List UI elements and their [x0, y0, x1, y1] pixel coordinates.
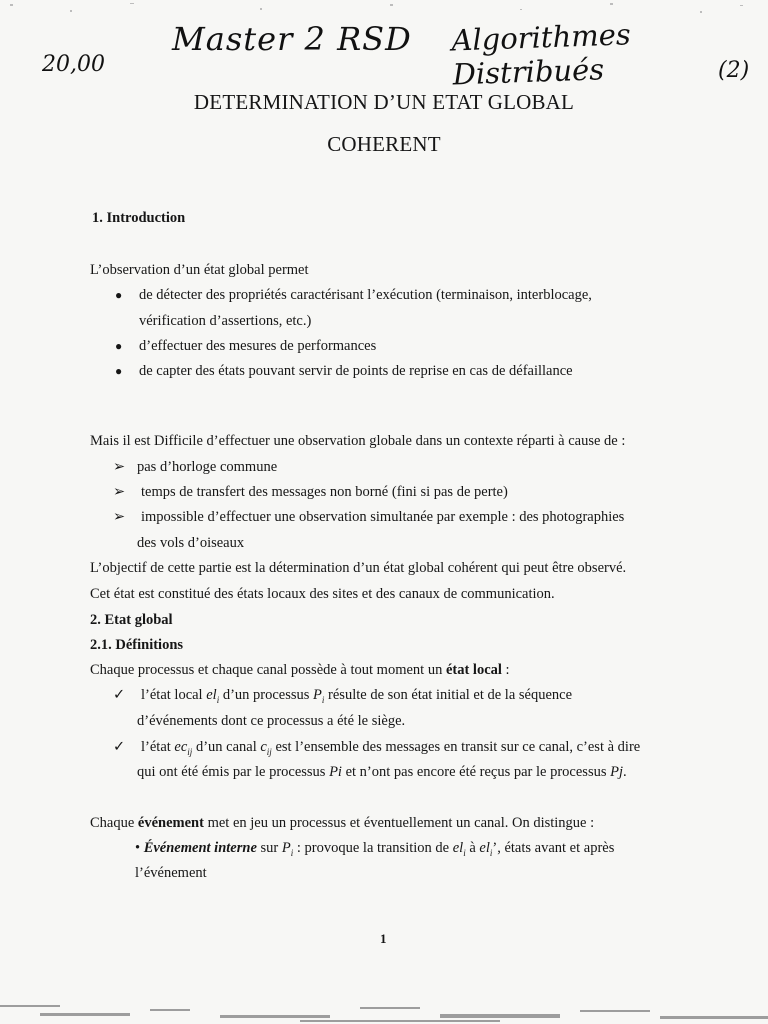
section-heading-global-state: 2. Etat global: [90, 612, 173, 628]
difficulty-paragraph: Mais il est Difficile d’effectuer une observation globale dans un contexte réparti à cause de :: [90, 433, 626, 449]
composition-paragraph: Cet état est constitué des états locaux des sites et des canaux de communication.: [90, 586, 555, 602]
scan-noise-top: [0, 0, 768, 30]
internal-event-continuation: l’événement: [135, 865, 207, 881]
arrow-list-item: impossible d’effectuer une observation simultanée par exemple : des photographies: [141, 509, 625, 525]
check-item-local-state: l’état local $el_i$ d’un processus $P_i$ résulte de son état initial et de la séquence: [141, 687, 573, 705]
handwritten-subject: Algorithmes Distribués: [450, 17, 632, 92]
objective-paragraph: L’objectif de cette partie est la détermination d’un état global cohérent qui peut être observé.: [90, 560, 627, 576]
arrow-bullet-icon: ➢: [113, 509, 126, 525]
definitions-intro: Chaque processus et chaque canal possède à tout moment un état local :: [90, 662, 510, 678]
check-item-continuation: d’événements dont ce processus a été le siège.: [137, 713, 406, 729]
bullet-dot: ●: [115, 339, 123, 353]
list-item-continuation: vérification d’assertions, etc.): [139, 313, 312, 329]
page-number: 1: [380, 931, 387, 946]
intro-lead: L’observation d’un état global permet: [90, 262, 309, 278]
arrow-list-item-continuation: des vols d’oiseaux: [137, 535, 245, 551]
handwritten-score: 20,00: [42, 52, 105, 77]
arrow-bullet-icon: ➢: [113, 459, 126, 475]
bullet-dot: ●: [115, 364, 123, 378]
handwritten-number: (2): [718, 58, 750, 83]
check-item-channel-state: l’état $ec_{ij}$ d’un canal $c_{ij}$ est l’ensemble des messages en transit sur ce canal, c’est à dire: [141, 739, 641, 757]
arrow-list-item: pas d’horloge commune: [137, 459, 278, 475]
internal-event-item: • Événement interne sur $P_i$ : provoque la transition de $el_i$ à $el_i$’, états avant et après: [135, 840, 615, 858]
bullet-dot: ●: [115, 288, 123, 302]
page-title-line1: DETERMINATION D’UN ETAT GLOBAL: [193, 90, 575, 114]
check-item-continuation: qui ont été émis par le processus Pi et n’ont pas encore été reçus par le processus Pj.: [137, 764, 627, 780]
section-heading-introduction: 1. Introduction: [92, 210, 186, 226]
arrow-bullet-icon: ➢: [113, 484, 126, 500]
page-title-line2: COHERENT: [327, 132, 441, 156]
checkmark-icon: ✓: [113, 739, 126, 755]
list-item: de capter des états pouvant servir de points de reprise en cas de défaillance: [139, 363, 573, 379]
list-item: d’effectuer des mesures de performances: [139, 338, 377, 354]
scan-noise-bottom: [0, 985, 768, 1024]
handwritten-course: Master 2 RSD: [172, 20, 412, 58]
list-item: de détecter des propriétés caractérisant l’exécution (terminaison, interblocage,: [139, 287, 592, 303]
arrow-list-item: temps de transfert des messages non borné (fini si pas de perte): [141, 484, 508, 500]
subsection-heading-definitions: 2.1. Définitions: [90, 637, 184, 653]
checkmark-icon: ✓: [113, 687, 126, 703]
event-paragraph: Chaque événement met en jeu un processus et éventuellement un canal. On distingue :: [90, 815, 595, 831]
